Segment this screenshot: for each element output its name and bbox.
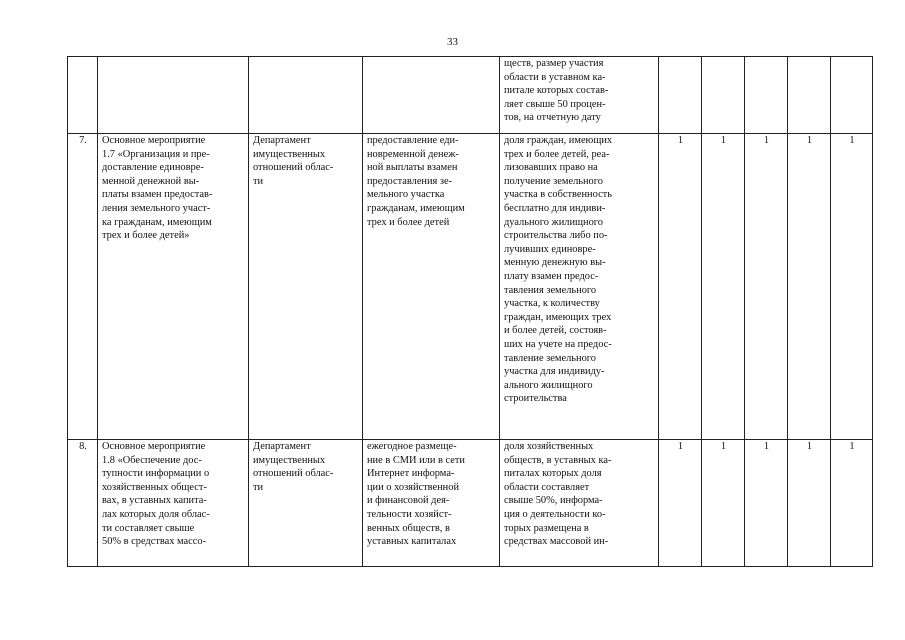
value-cell: 1 <box>745 134 788 440</box>
event-cell: Основное мероприятие 1.8 «Обеспечение дос- тупности информации о хозяйственных общест- вах, в уставных капита- лах которых доля облас- ти составляет свыше 50% в средствах массо- <box>98 440 249 567</box>
table-row <box>68 57 873 134</box>
value-cell <box>831 57 873 134</box>
content-cell: предоставление еди- новременной денеж- ной выплаты взамен предоставления зе- мельного участка гражданам, имеющим трех и более детей <box>363 134 500 440</box>
executor-cell <box>249 57 363 134</box>
value-cell <box>788 57 831 134</box>
value-cell: 1 <box>702 134 745 440</box>
value-cell: 1 <box>831 440 873 567</box>
row-number <box>68 57 98 134</box>
value-cell: 1 <box>745 440 788 567</box>
value-cell <box>745 57 788 134</box>
indicator-cell: доля хозяйственных обществ, в уставных ка- питалах которых доля области составляет свыше 50%, информа- ция о деятельности ко- торых размещена в средствах массовой ин- <box>500 440 659 567</box>
value-cell: 1 <box>788 440 831 567</box>
event-cell: Основное мероприятие 1.7 «Организация и пре- доставление единовре- менной денежной вы- платы взамен предостав- ления земельного участ- ка гражданам, имеющим трех и более детей» <box>98 134 249 440</box>
value-cell: 1 <box>788 134 831 440</box>
value-cell <box>659 57 702 134</box>
table-row <box>68 134 873 440</box>
value-cell: 1 <box>831 134 873 440</box>
page-number: 33 <box>447 36 458 48</box>
value-cell <box>702 57 745 134</box>
indicator-cell: ществ, размер участия области в уставном ка- питале которых состав- ляет свыше 50 процен- тов, на отчетную дату <box>500 57 659 134</box>
executor-cell: Департамент имущественных отношений облас- ти <box>249 134 363 440</box>
row-number: 8. <box>68 440 98 567</box>
value-cell: 1 <box>659 440 702 567</box>
table-row <box>68 440 873 567</box>
value-cell: 1 <box>702 440 745 567</box>
value-cell: 1 <box>659 134 702 440</box>
content-cell <box>363 57 500 134</box>
indicator-cell: доля граждан, имеющих трех и более детей, реа- лизовавших право на получение земельного участка в собственность бесплатно для индиви- дуального жилищного строительства либо по- лучивших единовре- менную денежную вы- плату взамен предос- тавления земельного участка, к количеству граждан, имеющих трех и более детей, состояв- ших на учете на предос- тавление земельного участка для индивиду- ального жилищного строительства <box>500 134 659 440</box>
executor-cell: Департамент имущественных отношений облас- ти <box>249 440 363 567</box>
row-number: 7. <box>68 134 98 440</box>
content-cell: ежегодное размеще- ние в СМИ или в сети Интернет информа- ции о хозяйственной и финансовой дея- тельности хозяйст- венных обществ, в уставных капиталах <box>363 440 500 567</box>
program-events-table <box>67 56 873 567</box>
event-cell <box>98 57 249 134</box>
